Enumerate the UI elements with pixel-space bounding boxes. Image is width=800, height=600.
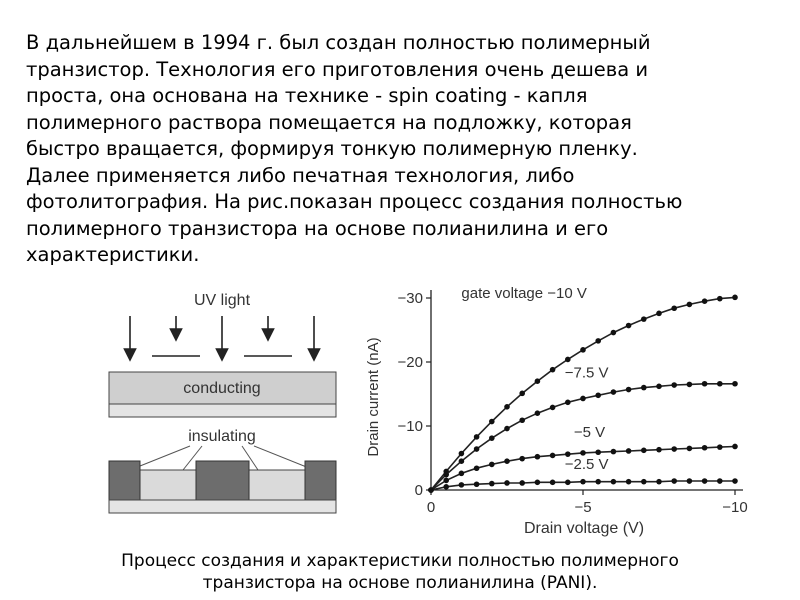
data-point [641,316,647,322]
paragraph-line: быстро вращается, формируя тонкую полимерную пленку. [26,137,638,160]
data-point [474,446,480,452]
data-point [641,385,647,391]
data-point [687,478,693,484]
data-point [443,478,449,484]
data-point [459,458,465,464]
data-point [611,330,617,336]
y-tick-label: −20 [397,354,423,371]
paragraph-line: фотолитография. На рис.показан процесс создания полностью [26,190,683,213]
data-point [626,448,632,454]
data-point [641,448,647,454]
uv-light-label: UV light [193,292,251,309]
data-point [489,419,495,425]
data-point [565,357,571,363]
data-point [519,391,525,397]
data-point [732,381,738,387]
data-point [504,480,510,486]
data-point [717,478,723,484]
data-point [565,480,571,486]
data-point [504,404,510,410]
data-point [580,347,586,353]
y-axis-label: Drain current (nA) [365,337,382,457]
data-point [656,311,662,317]
data-point [626,479,632,485]
data-point [671,305,677,311]
y-axis-ticks [398,290,431,499]
data-point [550,453,556,459]
data-point [656,447,662,453]
data-point [519,417,525,423]
data-point [535,480,541,486]
data-point [611,389,617,395]
data-point [671,446,677,452]
data-point [595,479,601,485]
data-point [732,478,738,484]
paragraph-line: Далее применяется либо печатная технология, либо [26,163,575,187]
series-label: −5 V [573,423,606,441]
data-point [474,465,480,471]
data-point [611,479,617,485]
data-point [550,480,556,486]
paragraph-line: транзистор. Технология его приготовления очень дешева и [26,57,649,81]
data-point [656,479,662,485]
y-tick-label: 0 [414,482,423,499]
data-point [519,480,525,486]
data-point [459,471,465,477]
caption-line: транзистора на основе полианилина (PANI). [202,573,598,593]
data-point [535,410,541,416]
series-label: gate voltage −10 V [461,285,587,302]
paragraph-line: В дальнейшем в 1994 г. был создан полностью полимерный [26,31,651,54]
data-point [504,426,510,432]
data-point [641,479,647,485]
paragraph-line: характеристики. [26,243,200,266]
data-point [580,450,586,456]
data-point [732,444,738,450]
data-point [656,384,662,390]
data-point [535,378,541,384]
data-point [443,484,449,490]
data-point [519,456,525,462]
data-point [611,449,617,455]
paragraph-line: полимерного транзистора на основе полианилина и его [26,216,609,240]
data-point [535,454,541,460]
data-point [687,302,693,308]
data-point [671,382,677,388]
data-point [580,479,586,485]
data-point [504,458,510,464]
data-point [732,295,738,301]
conducting-label: conducting [183,380,261,397]
figure-caption [0,550,800,594]
data-point [550,405,556,411]
data-point [626,387,632,393]
data-point [702,445,708,451]
data-point [717,381,723,387]
x-tick-label: −5 [574,499,592,516]
data-point [580,396,586,402]
data-point [595,449,601,455]
x-tick-label: 0 [426,499,436,516]
data-point [474,481,480,487]
data-point [702,478,708,484]
data-point [717,444,723,450]
x-axis-label: Drain voltage (V) [523,520,645,537]
data-point [702,381,708,387]
data-point [687,446,693,452]
data-point [489,435,495,441]
paragraph-line: полимерного раствора помещается на подложку, которая [26,110,632,134]
data-point [671,478,677,484]
y-tick-label: −10 [397,418,423,435]
paragraph-line: проста, она основана на технике - spin coating - капля [26,84,588,107]
data-point [428,487,434,493]
y-tick-label: −30 [397,290,423,307]
data-point [550,367,556,373]
data-point [489,462,495,468]
x-axis-ticks [427,490,748,516]
data-point [626,323,632,329]
data-point [717,296,723,302]
data-point [595,392,601,398]
data-point [459,451,465,457]
data-point [687,382,693,388]
data-point [489,481,495,487]
data-point [565,400,571,406]
data-point [595,338,601,344]
series-label: −7.5 V [564,364,609,382]
data-point [702,298,708,304]
data-point [474,434,480,440]
series-label: −2.5 V [564,455,609,473]
x-tick-label: −10 [722,499,748,516]
data-point [443,472,449,478]
insulating-label: insulating [188,428,256,445]
caption-line: Процесс создания и характеристики полностью полимерного [121,551,679,571]
data-point [459,482,465,488]
